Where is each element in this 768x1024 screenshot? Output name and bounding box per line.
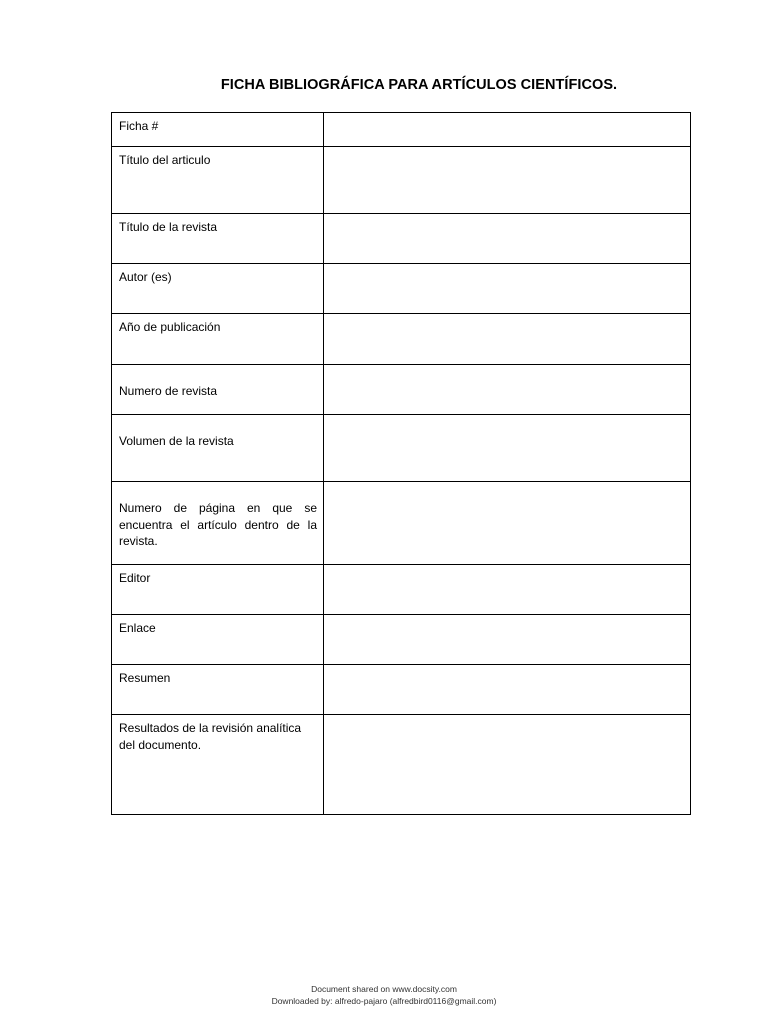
field-value-authors[interactable]: [324, 264, 691, 314]
footer-shared-text: Document shared on www.docsity.com: [311, 984, 457, 994]
field-label-journal-number: Numero de revista: [112, 365, 324, 415]
field-value-page-number[interactable]: [324, 482, 691, 565]
field-label-editor: Editor: [112, 565, 324, 615]
field-value-editor[interactable]: [324, 565, 691, 615]
field-label-article-title: Título del articulo: [112, 147, 324, 214]
field-value-journal-title[interactable]: [324, 214, 691, 264]
field-label-journal-title: Título de la revista: [112, 214, 324, 264]
field-value-ficha-number[interactable]: [324, 113, 691, 147]
bibliographic-card-table: [111, 112, 691, 815]
field-value-journal-volume[interactable]: [324, 415, 691, 482]
field-value-publication-year[interactable]: [324, 314, 691, 365]
field-label-link: Enlace: [112, 615, 324, 665]
page-footer: [0, 984, 768, 1007]
footer-downloaded-text: Downloaded by: alfredo-pajaro (alfredbird0116@gmail.com): [271, 995, 497, 1006]
table-row: [112, 147, 691, 214]
field-label-analysis-results: Resultados de la revisión analítica del documento.: [112, 715, 324, 815]
field-label-authors: Autor (es): [112, 264, 324, 314]
field-label-page-number: Numero de página en que se encuentra el artículo dentro de la revista.: [112, 482, 324, 565]
table-row: [112, 314, 691, 365]
table-row: [112, 715, 691, 815]
field-value-link[interactable]: [324, 615, 691, 665]
table-row: [112, 665, 691, 715]
field-value-analysis-results[interactable]: [324, 715, 691, 815]
field-value-journal-number[interactable]: [324, 365, 691, 415]
table-row: [112, 615, 691, 665]
table-row: [112, 415, 691, 482]
table-row: [112, 264, 691, 314]
table-row: [112, 482, 691, 565]
field-value-article-title[interactable]: [324, 147, 691, 214]
field-label-journal-volume: Volumen de la revista: [112, 415, 324, 482]
table-row: [112, 113, 691, 147]
field-label-publication-year: Año de publicación: [112, 314, 324, 365]
table-row: [112, 365, 691, 415]
table-row: [112, 214, 691, 264]
field-label-summary: Resumen: [112, 665, 324, 715]
field-value-summary[interactable]: [324, 665, 691, 715]
table-row: [112, 565, 691, 615]
field-label-ficha-number: Ficha #: [112, 113, 324, 147]
page-title: FICHA BIBLIOGRÁFICA PARA ARTÍCULOS CIENTÍFICOS.: [220, 77, 618, 93]
